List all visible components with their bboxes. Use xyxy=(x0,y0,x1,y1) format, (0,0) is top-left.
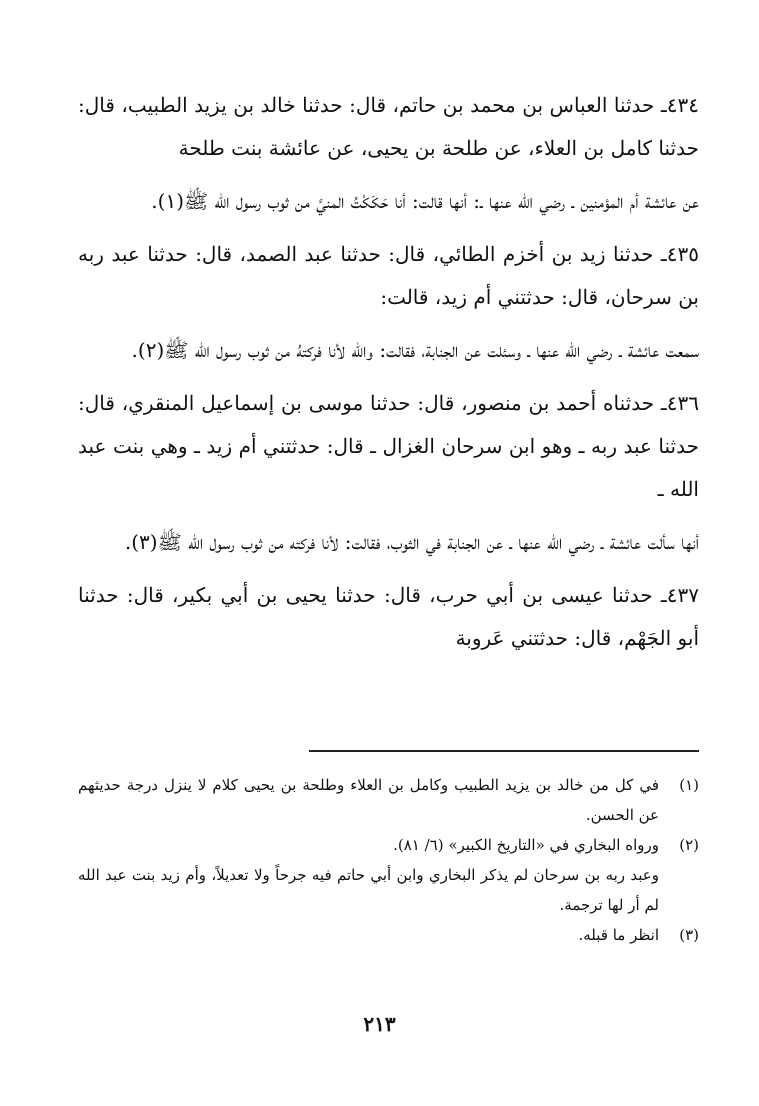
footnote-number: (١) xyxy=(679,776,699,794)
footnote-separator xyxy=(309,750,699,752)
footnote-number: (٣) xyxy=(679,926,699,944)
footnote-number: (٢) xyxy=(679,836,699,854)
hadith-434-isnad: ٤٣٤ـ حدثنا العباس بن محمد بن حاتم، قال: حدثنا خالد بن يزيد الطبيب، قال: حدثنا كامل بن العلاء، عن طلحة بن يحيى، عن عائشة بنت طلحة xyxy=(78,93,699,160)
main-text xyxy=(78,84,699,660)
hadith-437-isnad: ٤٣٧ـ حدثنا عيسى بن أبي حرب، قال: حدثنا يحيى بن أبي بكير، قال: حدثنا أبو الجَهْم، قال: حدثتني عَروبة xyxy=(78,583,700,650)
footnote-text: وعبد ربه بن سرحان لم يذكر البخاري وابن أبي حاتم فيه جرحاً ولا تعديلاً، وأم زيد بنت عبد الله لم أر لها ترجمة. xyxy=(78,866,659,914)
hadith-436-matn: أنها سألت عائشة ـ رضي الله عنها ـ عن الجنابة في الثوب، فقالت: لأنا فركته من ثوب رسول الله ﷺ(٣). xyxy=(124,530,699,554)
hadith-435-matn: سمعت عائشة ـ رضي الله عنها ـ وسئلت عن الجنابة، فقالت: والله لأنا فركتهُ من ثوب رسول الله ﷺ(٢). xyxy=(131,338,699,362)
hadith-434-matn: عن عائشة أم المؤمنين ـ رضي الله عنها ـ: أنها قالت: أنا حَكَكْتُ المنيَّ من ثوب رسول الله ﷺ(١). xyxy=(151,189,699,213)
footnote-1 xyxy=(78,770,699,830)
hadith-436-isnad: ٤٣٦ـ حدثناه أحمد بن منصور، قال: حدثنا موسى بن إسماعيل المنقري، قال: حدثنا عبد ربه ـ وهو ابن سرحان الغزال ـ قال: حدثتني أم زيد ـ وهي بنت عبد الله ـ xyxy=(78,391,699,501)
footnote-2-continued xyxy=(78,860,699,920)
footnote-number xyxy=(659,860,699,920)
footnote-3 xyxy=(78,920,699,950)
page-number: ٢١٣ xyxy=(363,1012,396,1036)
footnote-text: في كل من خالد بن يزيد الطبيب وكامل بن العلاء وطلحة بن يحيى كلام لا ينزل درجة حديثهم عن الحسن. xyxy=(78,776,659,824)
footnote-text: انظر ما قبله. xyxy=(578,926,659,944)
footnote-text: ورواه البخاري في «التاريخ الكبير» (٦/ ٨١). xyxy=(393,836,659,854)
footnotes xyxy=(78,770,699,950)
footnote-2 xyxy=(78,830,699,860)
hadith-435-isnad: ٤٣٥ـ حدثنا زيد بن أخزم الطائي، قال: حدثنا عبد الصمد، قال: حدثنا عبد ربه بن سرحان، قال: حدثتني أم زيد، قالت: xyxy=(78,242,699,309)
